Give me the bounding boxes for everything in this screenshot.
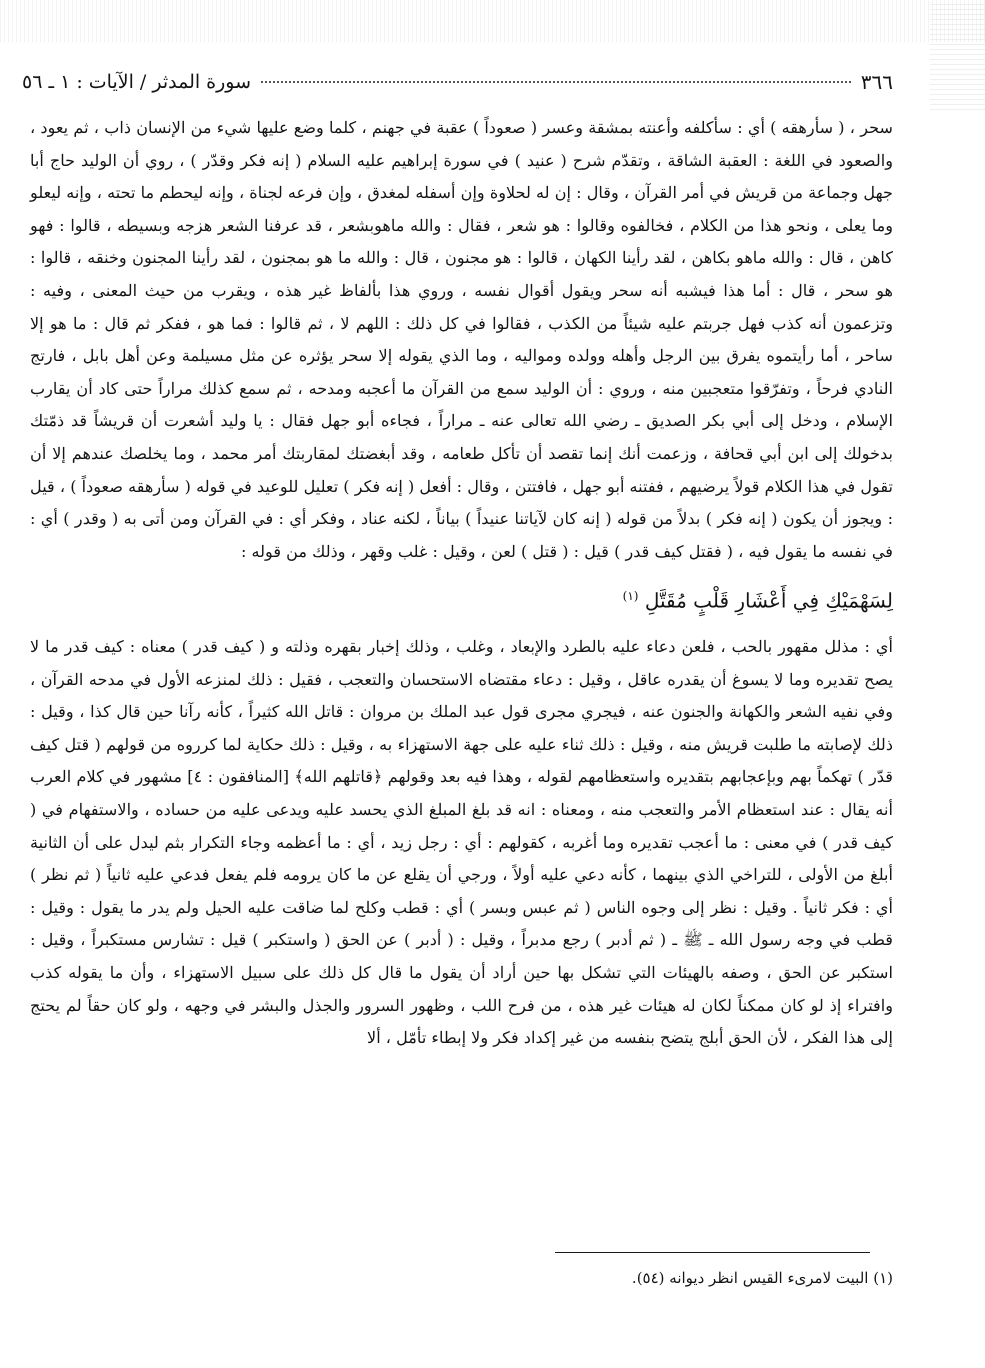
page-header	[22, 62, 893, 102]
footnote-ref: (١)	[622, 589, 639, 604]
page-number: ٣٦٦	[860, 70, 893, 94]
poem-verse	[30, 580, 893, 617]
running-title: سورة المدثر / الآيات : ١ ـ ٥٦	[22, 71, 252, 93]
scan-noise-corner	[930, 0, 985, 110]
paragraph-2: أي : مذلل مقهور بالحب ، فلعن دعاء عليه بالطرد والإبعاد ، وغلب ، وذلك إخبار بقهره وذلته و ( كيف قدر ) معناه : كيف قدر ما لا يصح تقديره وما لا يسوغ أن يقدره عاقل ، وقيل : دعاء مقتضاه الاستحسان والتعجب ، فقيل : ذلك لمنزعه الأول في مدحه القرآن ، وفي نفيه الشعر والكهانة والجنون عنه ، فيجري مجرى قول عبد الملك بن مروان : قاتل الله كثيراً ، كأنه رآنا حين قال كذا ، وقيل : ذلك لإصابته ما طلبت قريش منه ، وقيل : ذلك ثناء عليه على جهة الاستهزاء به ، وقيل : ذلك حكاية لما كرروه من قولهم ( قتل كيف قدّر ) تهكماً بهم وبإعجابهم بتقديره واستعظامهم لقوله ، وهذا فيه بعد وقولهم ﴿قاتلهم الله﴾ [المنافقون : ٤] مشهور في كلام العرب أنه يقال : عند استعظام الأمر والتعجب منه ، ومعناه : انه قد بلغ المبلغ الذي يحسد عليه ويدعى عليه من حساده ، والاستفهام في ( كيف قدر ) في معنى : ما أعجب تقديره وما أغربه ، كقولهم : أي : رجل زيد ، أي : ما أعظمه وجاء التكرار بثم ليدل على أن الثانية أبلغ من الأولى ، للتراخي الذي بينهما ، كأنه دعي عليه أولاً ، ورجي أن يقلع عن ما كان يرومه فلم يفعل فدعي عليه ثانياً ( ثم نظر ) أي : فكر ثانياً . وقيل : نظر إلى وجوه الناس ( ثم عبس وبسر ) أي : قطب وكلح لما ضاقت عليه الحيل ولم يدر ما يقول : وقيل : قطب في وجه رسول الله ـ ﷺ ـ ( ثم أدبر ) رجع مدبراً ، وقيل : ( أدبر ) عن الحق ( واستكبر ) قيل : تشارس مستكبراً ، وقيل : استكبر عن الحق ، وصفه بالهيئات التي تشكل بها حين أراد أن يقول ما قال كل ذلك على سبيل الاستهزاء ، وأن ما يقوله كذب وافتراء إذ لو كان ممكناً لكان له هيئات غير هذه ، من فرح اللب ، وظهور السرور والجذل والبشر في وجهه ، ولو كان حقاً لم يحتج إلى هذا الفكر ، لأن الحق أبلج يتضح بنفسه من غير إكداد فكر ولا إبطاء تأمّل ، ألا	[30, 636, 893, 1048]
paragraph-1: سحر ، ( سأرهقه ) أي : سأكلفه وأعنته بمشقة وعسر ( صعوداً ) عقبة في جهنم ، كلما وضع عليها شيء من الإنسان ذاب ، ثم يعود ، والصعود في اللغة : العقبة الشاقة ، وتقدّم شرح ( عنيد ) في سورة إبراهيم عليه السلام ( إنه فكر وقدّر ) ، روي أن الوليد حاج أبا جهل وجماعة من قريش في أمر القرآن ، وقال : إن له لحلاوة وإن أسفله لمغدق ، وإن فرعه لجناة ، وإنه ليحطم ما تحته ، وإنه ليعلو وما يعلى ، ونحو هذا من الكلام ، فخالفوه وقالوا : هو شعر ، فقال : والله ماهوبشعر ، قد عرفنا الشعر هزجه وبسيطه ، قالوا : فهو كاهن ، قال : والله ماهو بكاهن ، لقد رأينا الكهان ، قالوا : هو مجنون ، قال : والله ما هو بمجنون ، لقد رأينا المجنون وخنقه ، قالوا : هو سحر ، قال : أما هذا فيشبه أنه سحر ويقول أقوال نفسه ، وروي هذا بألفاظ غير هذه ، ويقرب من حيث المعنى ، وفيه : وتزعمون أنه كذب فهل جربتم عليه شيئاً من الكذب ، فقالوا في كل ذلك : اللهم لا ، ثم قالوا : فما هو ، ففكر ثم قال : ما هو إلا ساحر ، أما رأيتموه يفرق بين الرجل وأهله وولده ومواليه ، وما الذي يقوله إلا سحر يؤثره عن مثل مسيلمة وعن أهل بابل ، فارتج النادي فرحاً ، وتفرّقوا متعجبين منه ، وروي : أن الوليد سمع من القرآن ما أعجبه ومدحه ، ثم سمع كذلك مراراً حتى كاد أن يقارب الإسلام ، ودخل إلى أبي بكر الصديق ـ رضي الله تعالى عنه ـ مراراً ، فجاءه أبو جهل فقال : يا وليد أشعرت أن قريشاً قد ذمّتك بدخولك إلى ابن أبي قحافة ، وزعمت أنك إنما تقصد أن تأكل طعامه ، وقد أبغضتك لمقاربتك أمر محمد ، وما يخلصك عندهم إلا أن تقول في هذا الكلام قولاً يرضيهم ، ففتنه أبو جهل ، فافتتن ، وقال : أفعل ( إنه فكر ) تعليل للوعيد في قوله ( سأرهقه صعوداً ) ، قيل : ويجوز أن يكون ( إنه فكر ) بدلاً من قوله ( إنه كان لآياتنا عنيداً ) بياناً ، لكنه عناد ، وفكر أي : في القرآن ومن أتى به ( وقدر ) أي : في نفسه ما يقول فيه ، ( فقتل كيف قدر ) قيل : ( قتل ) لعن ، وقيل : غلب وقهر ، وذلك من قوله :	[30, 118, 893, 561]
footnote	[30, 1266, 893, 1290]
header-dotted-leader	[261, 81, 851, 83]
footnote-marker: (١)	[873, 1269, 893, 1287]
scan-noise-top	[0, 0, 985, 42]
footnote-text: البيت لامرىء القيس انظر ديوانه (٥٤).	[631, 1269, 869, 1287]
body-text	[30, 112, 893, 1055]
footnote-separator	[555, 1252, 870, 1253]
poem-text: لِسَهْمَيْكِ فِي أَعْشَارِ قَلْبٍ مُقَتَّلِ	[644, 588, 893, 613]
